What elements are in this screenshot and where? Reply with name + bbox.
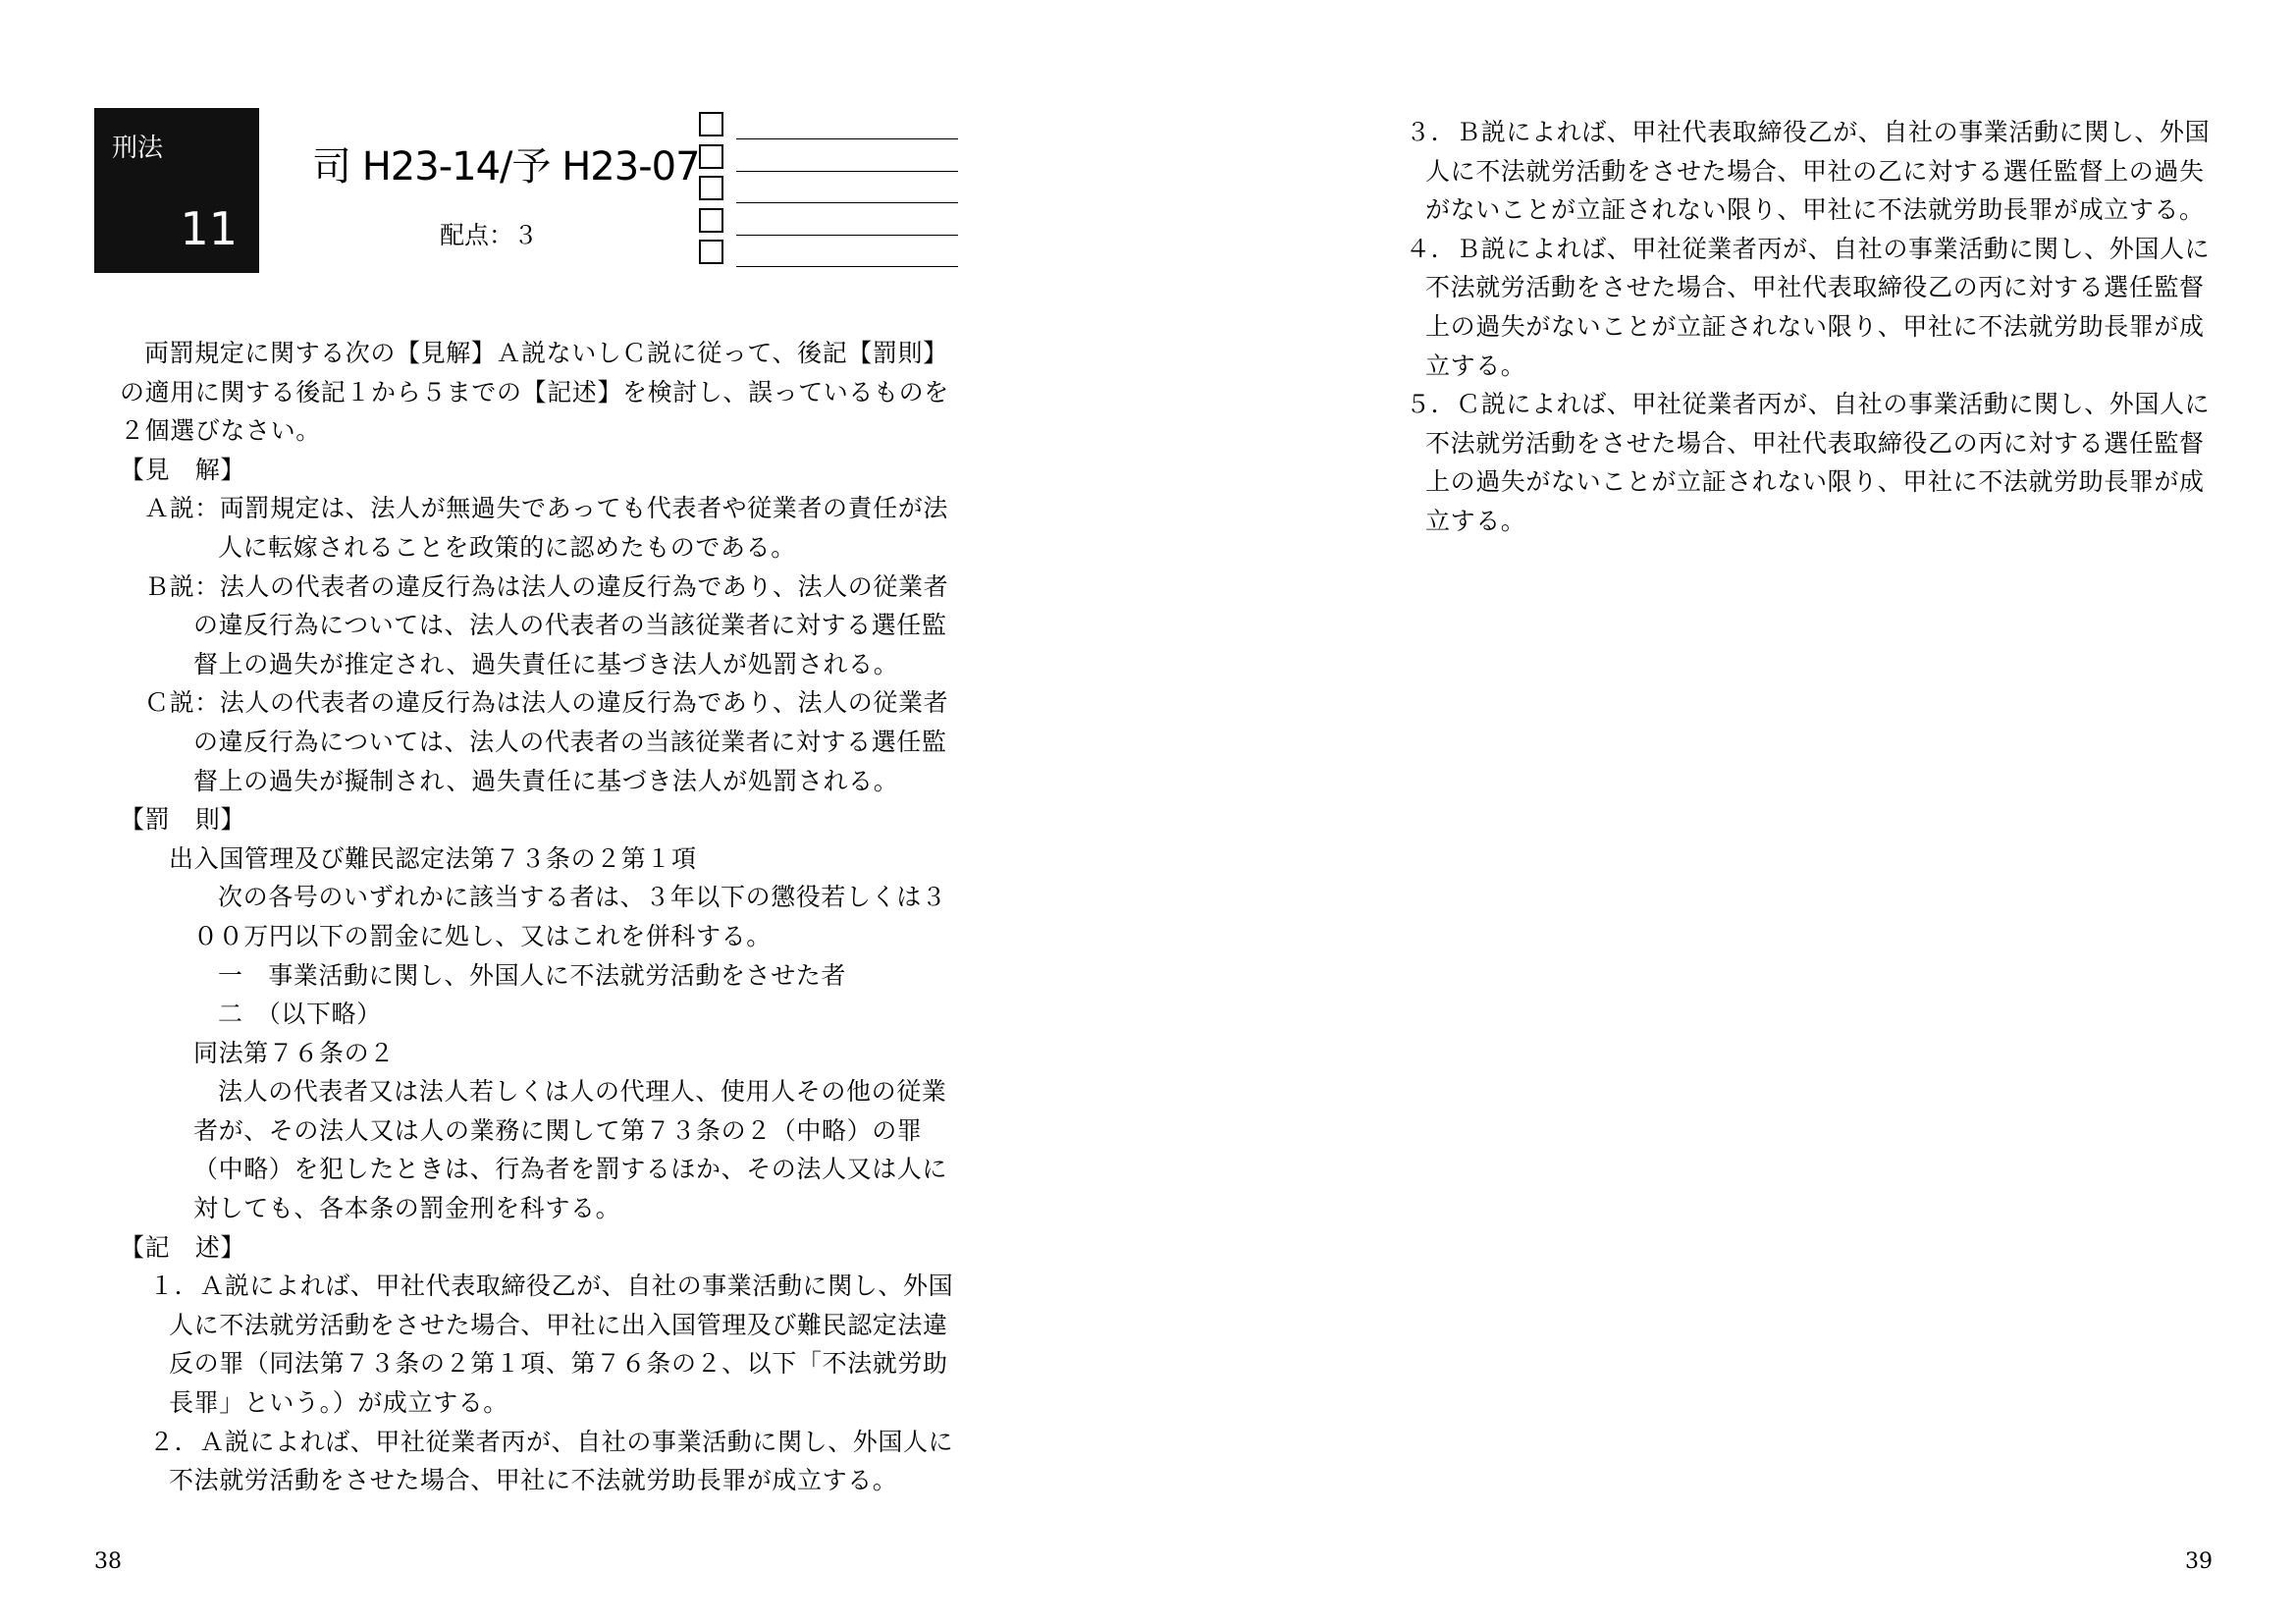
check-line [736,235,958,236]
points-label: 配点：３ [440,221,539,249]
check-line [736,202,958,203]
question-id: 司 H23-14/予 H23-07 [312,144,700,189]
check-row [699,238,958,270]
check-row [699,174,958,206]
checkbox[interactable] [699,112,723,136]
checkbox[interactable] [699,144,723,169]
page-number: 39 [2185,1549,2213,1574]
check-line [736,171,958,172]
right-page: ３．Ｂ説によれば、甲社代表取締役乙が、自社の事業活動に関し、外国 人に不法就労活動をさせた場合、甲社の乙に対する選任監督上の過失 がないことが立証されない限り、甲社に不法就労助長罪が成立する。 ４．Ｂ説によれば、甲社従業者丙が、自社の事業活動に関し、外国人に 不法就労活動をさせた場合、甲社代表取締役乙の丙に対する選任監督 上の過失がないことが立証されない限り、甲社に不法就労助長罪が成 立する。 ５．Ｃ説によれば、甲社従業者丙が、自社の事業活動に関し、外国人に 不法就労活動をさせた場合、甲社代表取締役乙の丙に対する選任監督 上の過失がないことが立証されない限り、甲社に不法就労助長罪が成 立する。 39 [1406,118,2213,1574]
check-line [736,138,958,139]
checkbox[interactable] [699,240,723,264]
check-row [699,142,958,175]
page-number: 38 [94,1549,122,1574]
check-row [699,110,958,142]
checkbox[interactable] [699,176,723,200]
checkbox[interactable] [699,208,723,233]
check-line [736,266,958,267]
subject-box [94,108,259,273]
check-row [699,206,958,239]
subject-label: 刑法 [112,134,164,163]
question-number: 11 [180,202,238,255]
checkbox-list [699,110,958,270]
left-page: 刑法 11 司 H23-14/予 H23-07 配点：３ 両罰規定に関する次の【見解】Ａ説ないしＣ説に従って、後記【罰則】 の適用に関する後記１から５までの【記述】を検討し、誤っているものを ２個選びなさい。 【見 解】 Ａ説：両罰規定は、法人が無過失であっても代表者や従業者の責任が法 人に転嫁されることを政策的に認めたものである。 Ｂ説：法人の代表者の違反行為は法人の違反行為であり、法人の従業者 の違反行為については、法人の代表者の当該従業者に対する選任監 督上の過失が推定され、過失責任に基づき法人が処罰される。 Ｃ説：法人の代表者の違反行為は法人の違反行為であり、法人の従業者 の違反行為については、法人の代表者の当該従業者に対する選任監 督上の過失が擬制され、過失責任に基づき法人が処罰される。 【罰 則】 出入国管理及び難民認定法第７３条の２第１項 次の各号のいずれかに該当する者は、３年以下の懲役若しくは３ ００万円以下の罰金に処し、又はこれを併科する。 一 事業活動に関し、外国人に不法就労活動をさせた者 二 （以下略） 同法第７６条の２ 法人の代表者又は法人若しくは人の代理人、使用人その他の従業 者が、その法人又は人の業務に関して第７３条の２（中略）の罪 （中略）を犯したときは、行為者を罰するほか、その法人又は人に 対しても、各本条の罰金刑を科する。 【記 述】 １．Ａ説によれば、甲社代表取締役乙が、自社の事業活動に関し、外国 人に不法就労活動をさせた場合、甲社に出入国管理及び難民認定法違 反の罪（同法第７３条の２第１項、第７６条の２、以下「不法就労助 長罪」という。）が成立する。 ２．Ａ説によれば、甲社従業者丙が、自社の事業活動に関し、外国人に 不法就労活動をさせた場合、甲社に不法就労助長罪が成立する。 38 [0,0,1148,1624]
